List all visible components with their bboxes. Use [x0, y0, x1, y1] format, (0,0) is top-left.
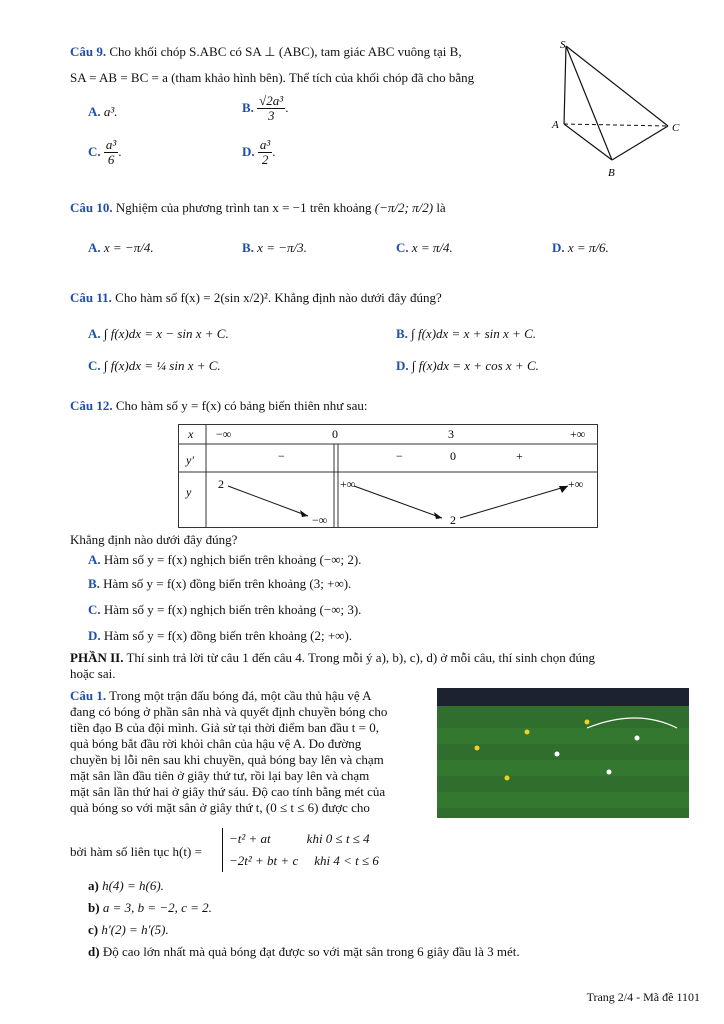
q12-option-d: D. Hàm số y = f(x) đồng biến trên khoảng (2; +∞).	[88, 628, 353, 643]
q10-option-b: B. x = −π/3.	[242, 240, 307, 255]
svg-text:+∞: +∞	[570, 427, 586, 441]
label-c: C	[672, 122, 680, 134]
svg-text:y': y'	[186, 453, 194, 467]
svg-text:−: −	[396, 449, 403, 463]
q12-option-a: A. Hàm số y = f(x) nghịch biến trên khoảng (−∞; 2).	[88, 552, 362, 567]
q10-option-c: C. x = π/4.	[396, 240, 453, 255]
svg-text:−: −	[278, 449, 285, 463]
label-a: A	[552, 119, 559, 131]
p2q1-item-c: c) h'(2) = h'(5).	[88, 922, 169, 937]
p2q1-item-a: a) h(4) = h(6).	[88, 878, 164, 893]
svg-text:y: y	[186, 485, 192, 499]
page-footer: Trang 2/4 - Mã đề 1101	[586, 990, 700, 1004]
q10-line: Câu 10. Nghiệm của phương trình tan x = −1 trên khoảng (−π/2; π/2) là	[70, 200, 446, 215]
variation-table-svg	[178, 424, 598, 528]
p2q1-paragraph: Câu 1. Trong một trận đấu bóng đá, một cầu thủ hậu vệ A đang có bóng ở phần sân nhà và quyết định chuyền bóng cho tiền đạo B của đội mình. Giả sử tại thời điểm ban đầu t = 0, quả bóng bắt đầu rời khỏi chân của hậu vệ A. Do đường chuyền bị lỗi nên sau khi chuyền, quả bóng bay lên và chạm mặt sân lần đầu tiên ở giây thứ tư, rồi lại bay lên và chạm mặt sân lần thứ hai ở giây thứ sáu. Độ cao tính bằng mét của quả bóng so với mặt sân ở giây thứ t, (0 ≤ t ≤ 6) được cho	[70, 688, 388, 815]
svg-text:+∞: +∞	[568, 477, 584, 491]
svg-text:0: 0	[332, 427, 338, 441]
label-b: B	[608, 167, 615, 179]
svg-text:0: 0	[450, 449, 456, 463]
football-photo-svg	[437, 688, 689, 818]
svg-text:−∞: −∞	[312, 513, 328, 527]
part2-line1: PHẦN II. Thí sinh trả lời từ câu 1 đến câu 4. Trong mỗi ý a), b), c), d) ở mỗi câu, thí sinh chọn đúng	[70, 650, 595, 665]
q9-label: Câu 9.	[70, 44, 107, 59]
p2q1-item-b: b) a = 3, b = −2, c = 2.	[88, 900, 212, 915]
q12-prompt: Khẳng định nào dưới đây đúng?	[70, 532, 238, 547]
football-photo	[437, 688, 689, 818]
q9-option-b: B. $\frac{\text{√2a³}}{3}$ .	[242, 93, 289, 124]
pyramid-figure	[548, 34, 688, 180]
q9-option-a: A. a³.	[88, 104, 118, 119]
p2q1-piecewise: −t² + at khi 0 ≤ t ≤ 4 −2t² + bt + c khi 4 < t ≤ 6	[222, 828, 379, 872]
p2q1-function: bởi hàm số liên tục h(t) =	[70, 844, 202, 859]
svg-text:2: 2	[218, 477, 224, 491]
q9-line1	[70, 44, 462, 60]
q12-line: Câu 12. Cho hàm số y = f(x) có bảng biến thiên như sau:	[70, 398, 368, 413]
label-s: S	[560, 39, 566, 51]
variation-table	[178, 424, 598, 528]
q9-option-c: C. $\frac{\text{a³}}{6}$ .	[88, 137, 122, 168]
q10-option-a: A. x = −π/4.	[88, 240, 154, 255]
q9-option-d: D. $\frac{\text{a³}}{2}$ .	[242, 137, 276, 168]
q11-option-c: C. ∫ f(x)dx = ¼ sin x + C.	[88, 358, 221, 373]
q9-text2: SA = AB = BC = a (tham khảo hình bên). Thể tích của khối chóp đã cho bằng	[70, 70, 475, 85]
q12-option-b: B. Hàm số y = f(x) đồng biến trên khoảng (3; +∞).	[88, 576, 352, 591]
svg-text:2: 2	[450, 513, 456, 527]
svg-text:3: 3	[448, 427, 454, 441]
svg-text:+: +	[516, 449, 523, 463]
q9-line2	[70, 70, 474, 86]
svg-text:+∞: +∞	[340, 477, 356, 491]
part2-line2: hoặc sai.	[70, 666, 116, 681]
q11-line: Câu 11. Cho hàm số f(x) = 2(sin x/2)². Khẳng định nào dưới đây đúng?	[70, 290, 442, 305]
p2q1-item-d: d) Độ cao lớn nhất mà quả bóng đạt được so với mặt sân trong 6 giây đầu là 3 mét.	[88, 944, 520, 959]
q11-option-a: A. ∫ f(x)dx = x − sin x + C.	[88, 326, 229, 341]
q11-option-b: B. ∫ f(x)dx = x + sin x + C.	[396, 326, 536, 341]
svg-text:−∞: −∞	[216, 427, 232, 441]
q11-option-d: D. ∫ f(x)dx = x + cos x + C.	[396, 358, 539, 373]
q10-option-d: D. x = π/6.	[552, 240, 609, 255]
svg-text:x: x	[188, 427, 194, 441]
q9-text1: Cho khối chóp S.ABC có SA ⊥ (ABC), tam giác ABC vuông tại B,	[109, 44, 462, 59]
q12-option-c: C. Hàm số y = f(x) nghịch biến trên khoảng (−∞; 3).	[88, 602, 362, 617]
